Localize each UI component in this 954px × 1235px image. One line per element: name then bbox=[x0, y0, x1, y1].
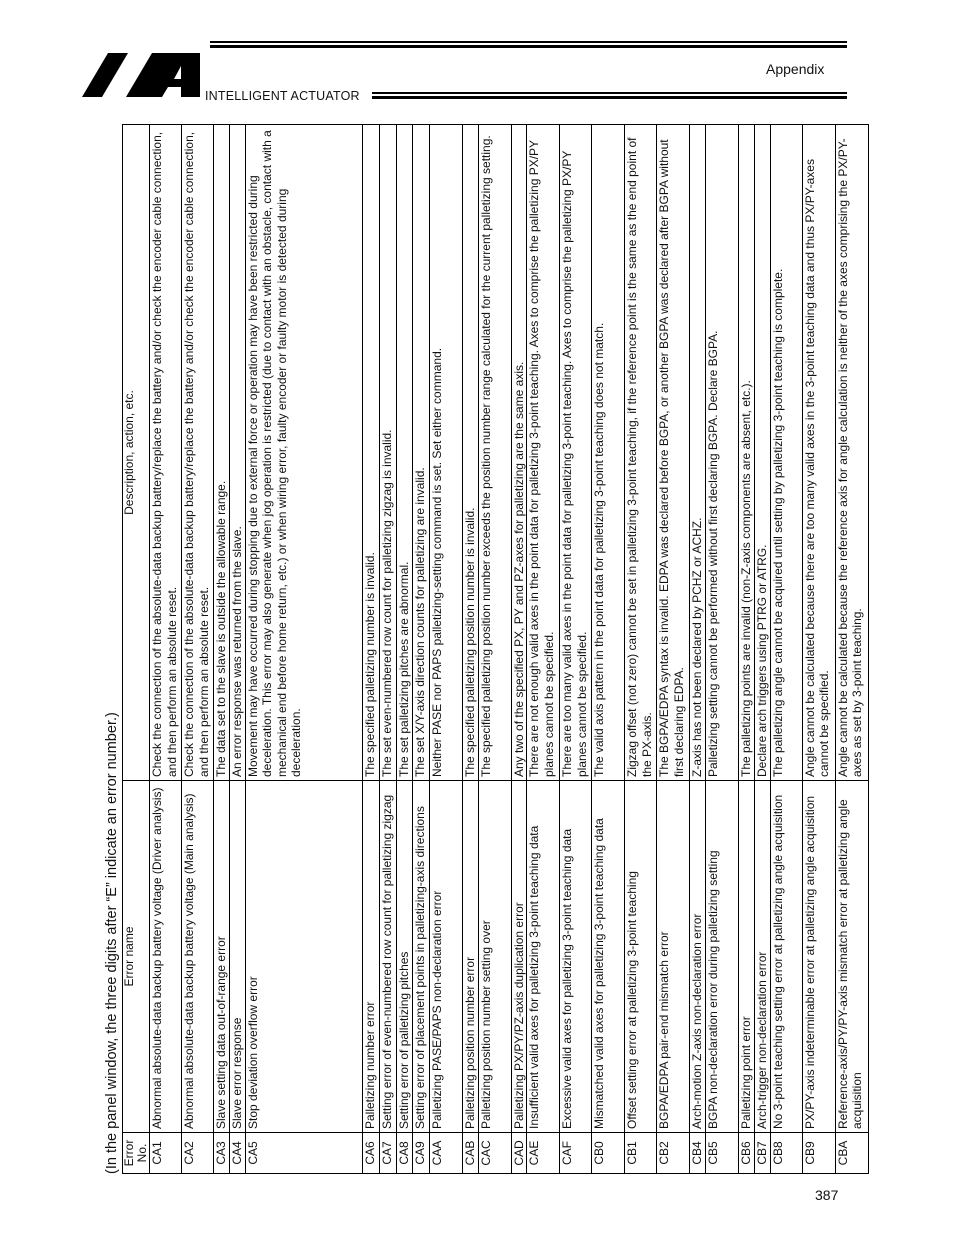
col-header-description: Description, action, etc. bbox=[123, 125, 150, 781]
error-name: Reference-axis/PY/PY-axis mismatch error at palletizing angle acquisition bbox=[835, 781, 868, 1133]
error-name: Palletizing point error bbox=[739, 781, 755, 1133]
error-number: CAB bbox=[462, 1133, 478, 1174]
error-name: No 3-point teaching setting error at palletizing angle acquisition bbox=[770, 781, 802, 1133]
error-number: CAA bbox=[429, 1133, 462, 1174]
table-row bbox=[625, 125, 657, 1174]
error-description: The palletizing points are invalid (non-Z-axis components are absent, etc.). bbox=[739, 125, 755, 781]
error-name: Setting error of palletizing pitches bbox=[396, 781, 412, 1133]
error-description: There are too many valid axes in the point data for palletizing 3-point teaching. Axes to comprise the palletizing PX/PY planes cannot be specified. bbox=[560, 125, 592, 781]
table-row bbox=[770, 125, 802, 1174]
error-name: Offset setting error at palletizing 3-point teaching bbox=[625, 781, 657, 1133]
table-row bbox=[835, 125, 868, 1174]
error-number: CB6 bbox=[739, 1133, 755, 1174]
table-row bbox=[592, 125, 625, 1174]
table-row bbox=[362, 125, 379, 1174]
table-row bbox=[690, 125, 706, 1174]
error-name: Setting error of even-numbered row count for palletizing zigzag bbox=[379, 781, 396, 1133]
error-description: Neither PASE nor PAPS palletizing-setting command is set. Set either command. bbox=[429, 125, 462, 781]
table-row bbox=[396, 125, 412, 1174]
error-number: CA3 bbox=[214, 1133, 230, 1174]
error-name: Arch-trigger non-declaration error bbox=[754, 781, 770, 1133]
error-description: There are not enough valid axes in the point data for palletizing 3-point teaching. Axes to comprise the palletizing PX/PY planes cannot be specified. bbox=[527, 125, 560, 781]
error-number: CAF bbox=[560, 1133, 592, 1174]
table-header-row bbox=[123, 125, 150, 1174]
table-row bbox=[706, 125, 739, 1174]
error-description: The valid axis pattern in the point data for palletizing 3-point teaching does not match. bbox=[592, 125, 625, 781]
table-caption: (In the panel window, the three digits after “E” indicate an error number.) bbox=[104, 712, 120, 1174]
error-name: Slave error response bbox=[230, 781, 246, 1133]
header-rule-bottom-thin bbox=[372, 92, 847, 94]
table-row bbox=[511, 125, 527, 1174]
error-name: Stop deviation overflow error bbox=[245, 781, 362, 1133]
error-name: Insufficient valid axes for palletizing 3-point teaching data bbox=[527, 781, 560, 1133]
error-name: PX/PY-axis indeterminable error at palletizing angle acquisition bbox=[802, 781, 835, 1133]
error-description: The specified palletizing position number exceeds the position number range calculated for the current palletizing setting. bbox=[478, 125, 511, 781]
error-number: CB5 bbox=[706, 1133, 739, 1174]
table-row bbox=[560, 125, 592, 1174]
error-description: Angle cannot be calculated because the reference axis for angle calculation is neither of the axes comprising the PX/PY-axes as set by 3-point teaching. bbox=[835, 125, 868, 781]
section-title: Appendix bbox=[766, 61, 825, 77]
error-description: Movement may have occurred during stopping due to external force or operation may have been restricted during deceleration. This error may also generate when jog operation is restricted (due to contact with an obstacle, contact with a mechanical end before home return, etc.) or when wiring error, faulty encoder or faulty motor is detected during deceleration. bbox=[245, 125, 362, 781]
table-row bbox=[379, 125, 396, 1174]
error-description: Zigzag offset (not zero) cannot be set in palletizing 3-point teaching, if the reference point is the same as the end point of the PX-axis. bbox=[625, 125, 657, 781]
error-description: The specified palletizing position number is invalid. bbox=[462, 125, 478, 781]
error-description: Check the connection of the absolute-data backup battery/replace the battery and/or check the encoder cable connection, and then perform an absolute reset. bbox=[182, 125, 214, 781]
error-number: CAD bbox=[511, 1133, 527, 1174]
error-name: Setting error of placement points in palletizing-axis directions bbox=[412, 781, 429, 1133]
error-description: The data set to the slave is outside the allowable range. bbox=[214, 125, 230, 781]
table-row bbox=[739, 125, 755, 1174]
table-row bbox=[429, 125, 462, 1174]
error-name: Excessive valid axes for palletizing 3-point teaching data bbox=[560, 781, 592, 1133]
col-header-error-name: Error name bbox=[123, 781, 150, 1133]
error-description: Angle cannot be calculated because there are too many valid axes in the 3-point teaching data and thus PX/PY-axes cannot be specified. bbox=[802, 125, 835, 781]
table-row bbox=[182, 125, 214, 1174]
rotated-content bbox=[102, 124, 864, 1174]
table-row bbox=[412, 125, 429, 1174]
error-number: CBA bbox=[835, 1133, 868, 1174]
error-number: CA2 bbox=[182, 1133, 214, 1174]
table-row bbox=[214, 125, 230, 1174]
error-table-body bbox=[150, 125, 869, 1174]
error-description: The palletizing angle cannot be acquired until setting by palletizing 3-point teaching is complete. bbox=[770, 125, 802, 781]
error-number: CA6 bbox=[362, 1133, 379, 1174]
table-row bbox=[478, 125, 511, 1174]
header-rule-top-thin bbox=[210, 41, 847, 43]
error-description: Palletizing setting cannot be performed without first declaring BGPA. Declare BGPA. bbox=[706, 125, 739, 781]
error-name: Palletizing position number error bbox=[462, 781, 478, 1133]
error-number: CB9 bbox=[802, 1133, 835, 1174]
error-description: The BGPA/EDPA syntax is invalid. EDPA was declared before BGPA, or another BGPA was declared after BGPA without first declaring EDPA. bbox=[657, 125, 690, 781]
error-description: Any two of the specified PX, PY and PZ-axes for palletizing are the same axis. bbox=[511, 125, 527, 781]
error-description: An error response was returned from the slave. bbox=[230, 125, 246, 781]
error-description: Z-axis has not been declared by PCHZ or ACHZ. bbox=[690, 125, 706, 781]
table-row bbox=[802, 125, 835, 1174]
error-number: CB8 bbox=[770, 1133, 802, 1174]
error-description: Check the connection of the absolute-data backup battery/replace the battery and/or check the encoder cable connection, and then perform an absolute reset. bbox=[150, 125, 182, 781]
error-name: BGPA/EDPA pair-end mismatch error bbox=[657, 781, 690, 1133]
error-number: CA5 bbox=[245, 1133, 362, 1174]
error-name: Slave setting data out-of-range error bbox=[214, 781, 230, 1133]
error-number: CB7 bbox=[754, 1133, 770, 1174]
table-row bbox=[230, 125, 246, 1174]
error-description: The set X/Y-axis direction counts for palletizing are invalid. bbox=[412, 125, 429, 781]
error-number: CA8 bbox=[396, 1133, 412, 1174]
error-description: The set palletizing pitches are abnormal. bbox=[396, 125, 412, 781]
header-rule-bottom-thick bbox=[372, 96, 847, 99]
error-name: Abnormal absolute-data backup battery voltage (Main analysis) bbox=[182, 781, 214, 1133]
error-name: Palletizing number error bbox=[362, 781, 379, 1133]
error-name: Palletizing PASE/PAPS non-declaration error bbox=[429, 781, 462, 1133]
error-name: Abnormal absolute-data backup battery voltage (Driver analysis) bbox=[150, 781, 182, 1133]
error-name: Palletizing PX/PY/PZ-axis duplication error bbox=[511, 781, 527, 1133]
table-row bbox=[754, 125, 770, 1174]
error-number: CAC bbox=[478, 1133, 511, 1174]
error-number: CB4 bbox=[690, 1133, 706, 1174]
error-description: The set even-numbered row count for palletizing zigzag is invalid. bbox=[379, 125, 396, 781]
error-name: BGPA non-declaration error during palletizing setting bbox=[706, 781, 739, 1133]
error-number: CB1 bbox=[625, 1133, 657, 1174]
error-name: Mismatched valid axes for palletizing 3-point teaching data bbox=[592, 781, 625, 1133]
error-name: Palletizing position number setting over bbox=[478, 781, 511, 1133]
error-description: The specified palletizing number is invalid. bbox=[362, 125, 379, 781]
error-number: CA4 bbox=[230, 1133, 246, 1174]
table-row bbox=[462, 125, 478, 1174]
error-number: CA7 bbox=[379, 1133, 396, 1174]
error-number: CA1 bbox=[150, 1133, 182, 1174]
error-number: CA9 bbox=[412, 1133, 429, 1174]
header-rule-top-thick bbox=[210, 45, 847, 48]
iai-logo bbox=[82, 50, 202, 100]
error-number: CB0 bbox=[592, 1133, 625, 1174]
page-number: 387 bbox=[815, 1187, 839, 1203]
table-row bbox=[657, 125, 690, 1174]
company-name: INTELLIGENT ACTUATOR bbox=[205, 89, 360, 103]
table-row bbox=[245, 125, 362, 1174]
error-description: Declare arch triggers using PTRG or ATRG. bbox=[754, 125, 770, 781]
error-name: Arch-motion Z-axis non-declaration error bbox=[690, 781, 706, 1133]
error-number: CB2 bbox=[657, 1133, 690, 1174]
error-table bbox=[122, 124, 869, 1174]
table-row bbox=[150, 125, 182, 1174]
col-header-error-no: Error No. bbox=[123, 1133, 150, 1174]
error-number: CAE bbox=[527, 1133, 560, 1174]
table-row bbox=[527, 125, 560, 1174]
